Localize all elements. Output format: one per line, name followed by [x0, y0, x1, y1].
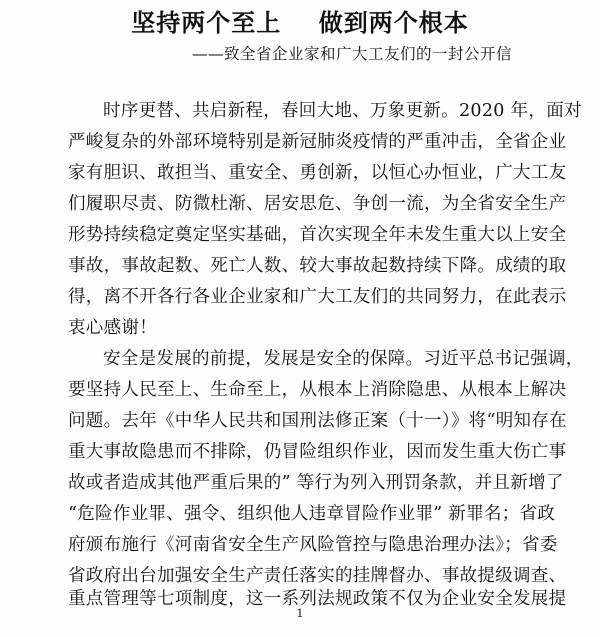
body-line-15: 府颁布施行《河南省安全生产风险管控与隐患治理办法》；省委	[68, 535, 558, 555]
body-line-16: 省政府出台加强安全生产责任落实的挂牌督办、事故提级调查、	[68, 566, 567, 586]
body-line-5: 形势持续稳定奠定坚实基础，首次实现全年未发生重大以上安全	[68, 225, 567, 245]
page-number: 1	[296, 607, 304, 620]
body-line-14: “危险作业罪、强令、组织他人违章冒险作业罪” 新罪名；省政	[68, 504, 556, 524]
body-line-6: 事故，事故起数、死亡人数、较大事故起数持续下降。成绩的取	[68, 256, 567, 276]
body-line-2: 严峻复杂的外部环境特别是新冠肺炎疫情的严重冲击，全省企业	[68, 132, 567, 152]
body-line-1: 时序更替、共启新程，春回大地、万象更新。2020 年，面对	[103, 101, 582, 121]
body-line-7: 得，离不开各行各业企业家和广大工友们的共同努力，在此表示	[68, 287, 567, 307]
body-line-13: 故或者造成其他严重后果的” 等行为列入刑罚条款，并且新增了	[68, 473, 564, 493]
body-line-4: 们履职尽责、防微杜渐、居安思危、争创一流，为全省安全生产	[68, 194, 567, 214]
body-line-3: 家有胆识、敢担当、重安全、勇创新，以恒心办恒业，广大工友	[68, 163, 567, 183]
body-line-17: 重点管理等七项制度，这一系列法规政策不仅为企业安全发展提	[68, 589, 567, 609]
document-subtitle: ——致全省企业家和广大工友们的一封公开信	[192, 45, 513, 63]
body-line-10: 要坚持人民至上、生命至上，从根本上消除隐患、从根本上解决	[68, 380, 567, 400]
body-line-12: 重大事故隐患而不排除，仍冒险组织作业，因而发生重大伤亡事	[68, 442, 567, 462]
body-line-11: 问题。去年《中华人民共和国刑法修正案（十一）》将“明知存在	[68, 411, 567, 431]
document-title: 坚持两个至上 做到两个根本	[131, 8, 469, 37]
body-line-8: 衷心感谢！	[68, 318, 157, 338]
body-line-9: 安全是发展的前提，发展是安全的保障。习近平总书记强调，	[103, 349, 584, 369]
